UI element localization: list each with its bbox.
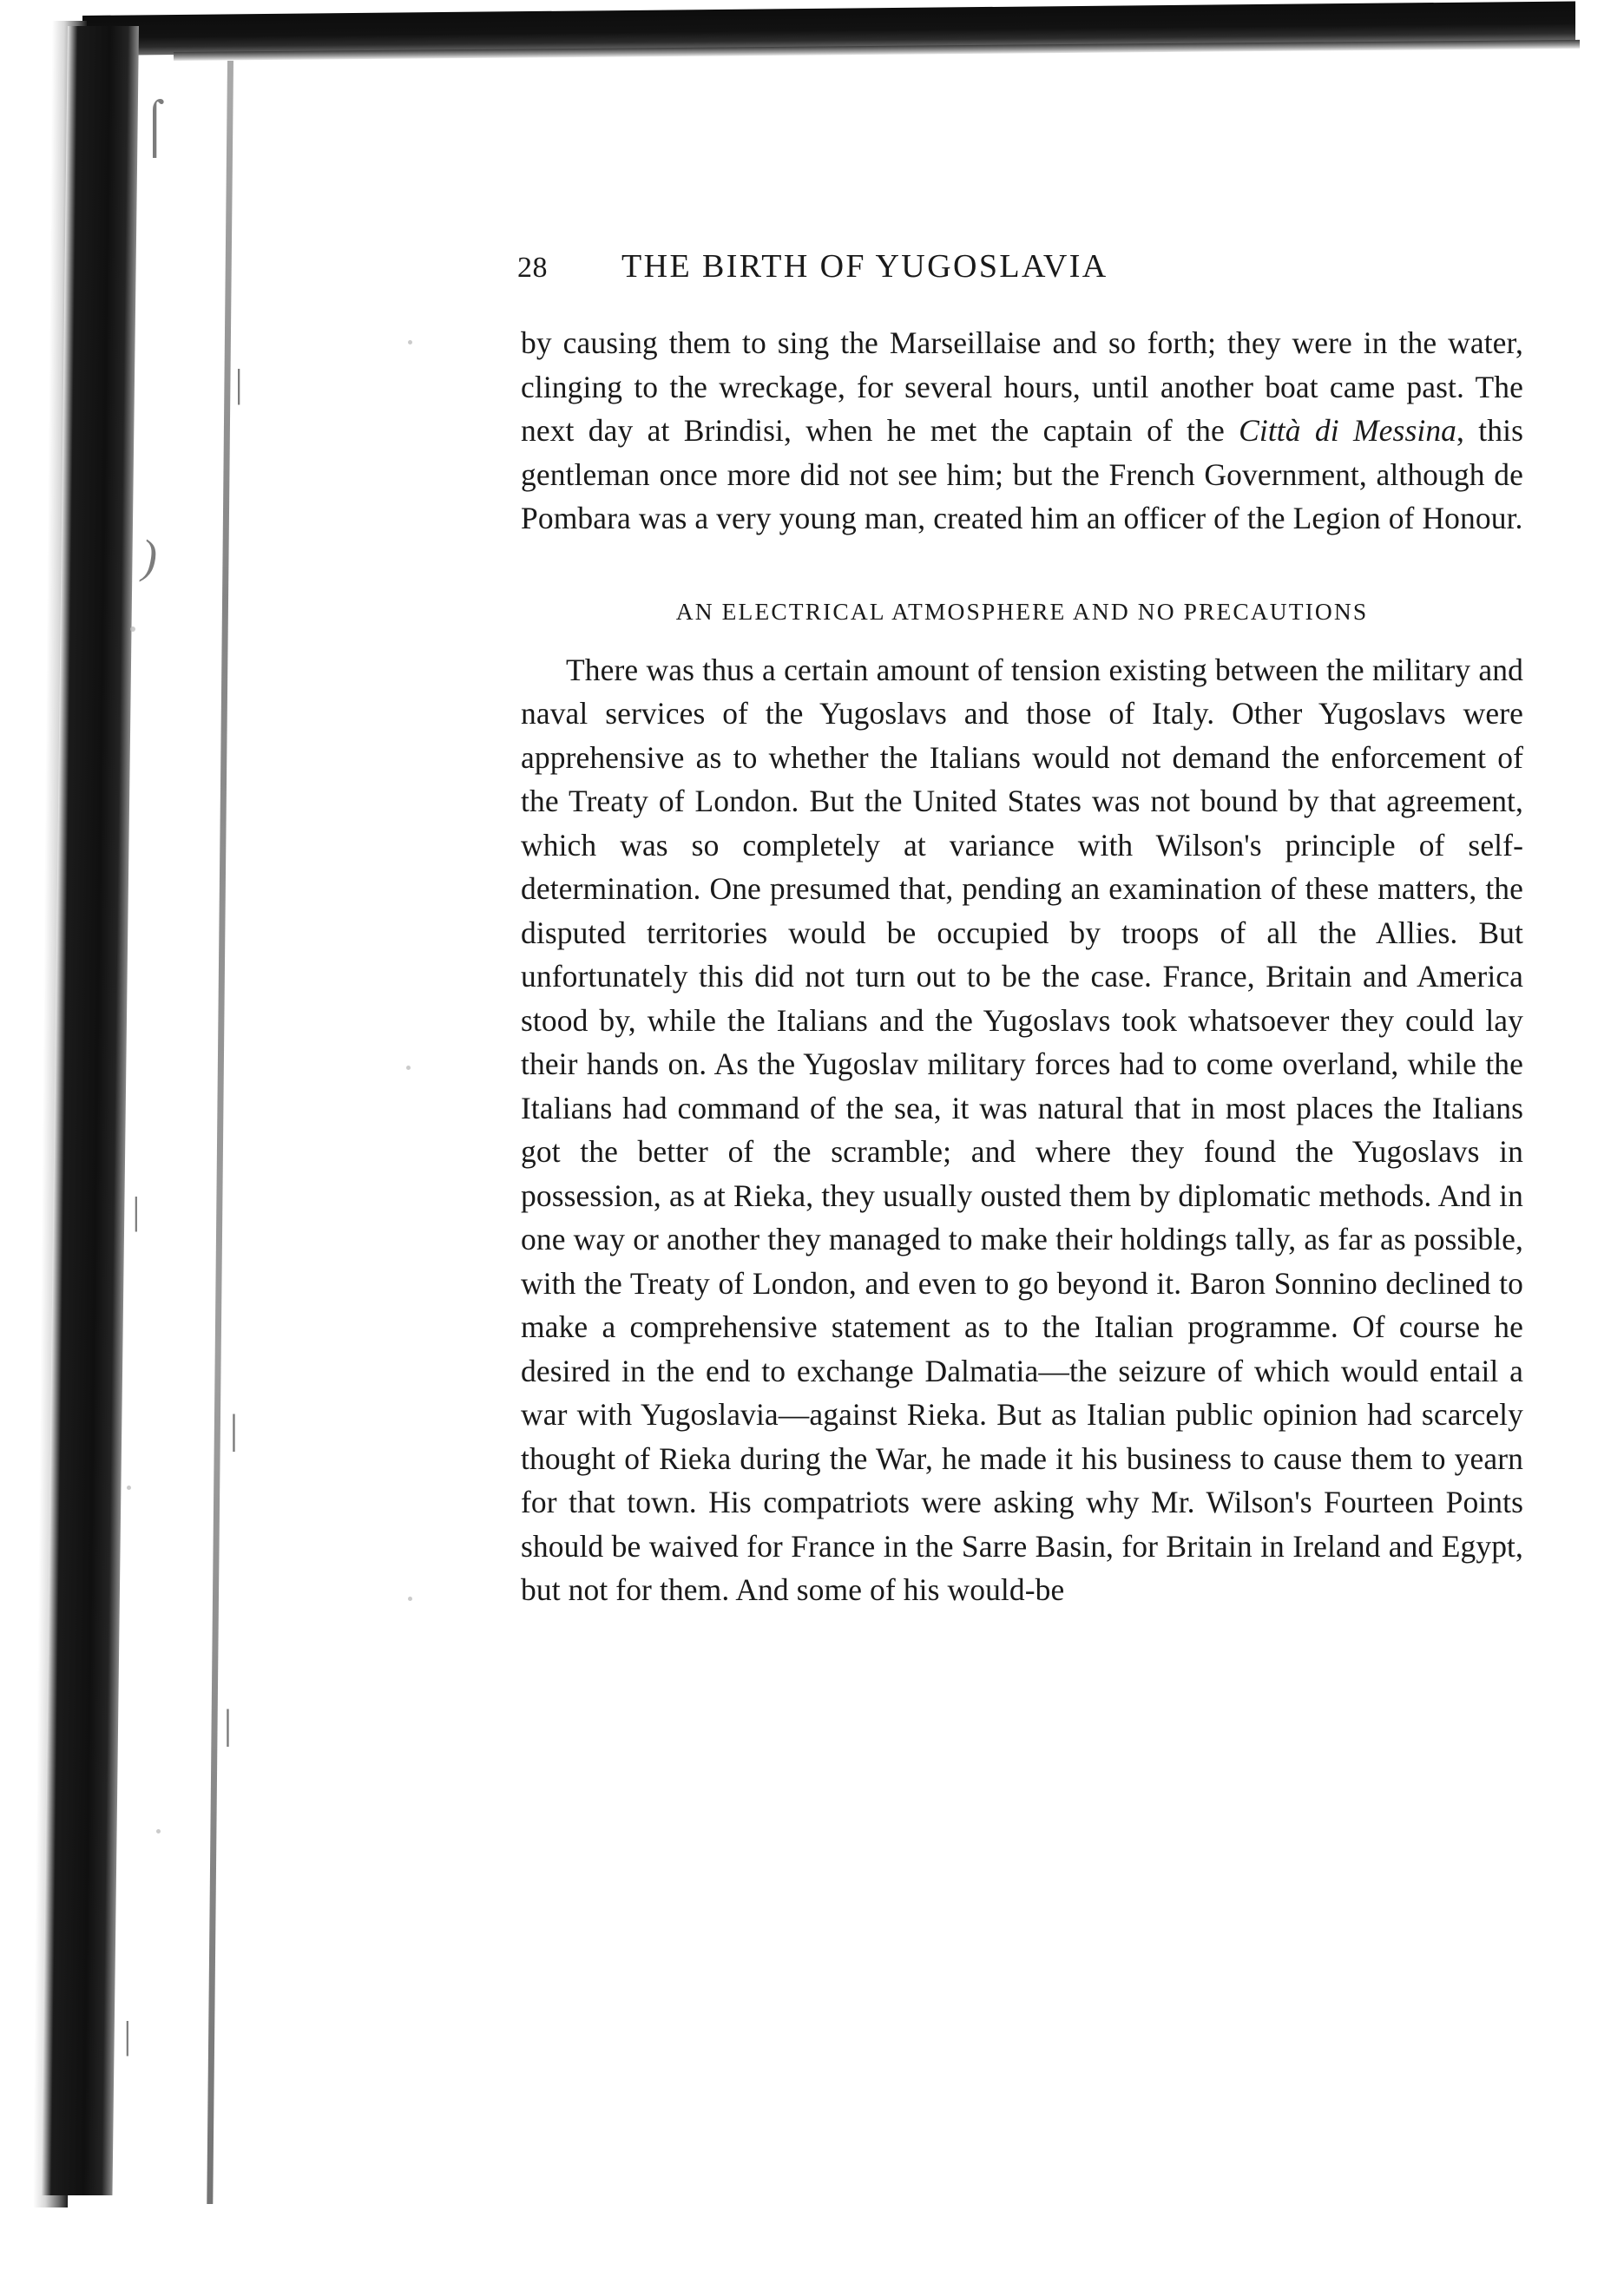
scan-mark-1: ⌠ xyxy=(139,96,171,154)
paragraph-body: There was thus a certain amount of tension existing between the military and naval services of the Yugoslavs and those of Italy. Other Yugoslavs were apprehensive as to whether the Italians would not demand the enforcement of the Treaty of London. But the United States was not bound by that agreement, which was so completely at variance with Wilson's principle of self-determination. One presumed that, pending an examination of these matters, the disputed territories would be occupied by troops of all the Allies. But unfortunately this did not turn out to be the case. France, Britain and America stood by, while the Italians and the Yugoslavs took whatsoever they could lay their hands on. As the Yugoslav military forces had to come overland, while the Italians had command of the sea, it was natural that in most places the Italians got the better of the scramble; and where they found the Yugoslavs in possession, as at Rieka, they usually ousted them by diplomatic methods. And in one way or another they managed to make their holdings tally, as far as possible, with the Treaty of London, and even to go beyond it. Baron Sonnino declined to make a comprehensive statement as to the Italian programme. Of course he desired in the end to exchange Dalmatia—the seizure of which would entail a war with Yugoslavia—against Rieka. But as Italian public opinion had scarcely thought of Rieka during the War, he made it his business to cause them to yearn for that town. His compatriots were asking why Mr. Wilson's Fourteen Points should be waived for France in the Sarre Basin, for Britain in Ireland and Egypt, but not for them. And some of his would-be xyxy=(521,652,1523,1607)
page-number: 28 xyxy=(517,252,548,284)
scan-mark-5: | xyxy=(227,1407,240,1453)
scan-mark-3: | xyxy=(233,361,244,405)
text-column xyxy=(521,321,1523,1612)
section-heading: AN ELECTRICAL ATMOSPHERE AND NO PRECAUTIONS xyxy=(675,597,1369,625)
paragraph-1-part-a: by causing them to sing the Marseillaise and so forth; they were in the water, clinging to the wreckage, for several hours, until another boat came past. The next day at Brindisi, when he met the captain of the xyxy=(521,325,1523,448)
scan-mark-6: | xyxy=(221,1702,233,1748)
paragraph-continued xyxy=(521,321,1523,541)
paragraph-1-italic-title: Città di Messina xyxy=(1239,413,1457,448)
paragraph-1-part-b: , this gentleman once more did not see him; but the French Government, although de Pombara was a very young man, created him an officer of the Legion of Honour. xyxy=(521,413,1523,535)
scan-mark-4: | xyxy=(130,1190,141,1232)
page-header xyxy=(517,247,1520,285)
running-head: THE BIRTH OF YUGOSLAVIA xyxy=(621,248,1108,285)
scan-mark-2: ) xyxy=(141,530,157,582)
scan-mark-7: | xyxy=(122,2014,133,2057)
